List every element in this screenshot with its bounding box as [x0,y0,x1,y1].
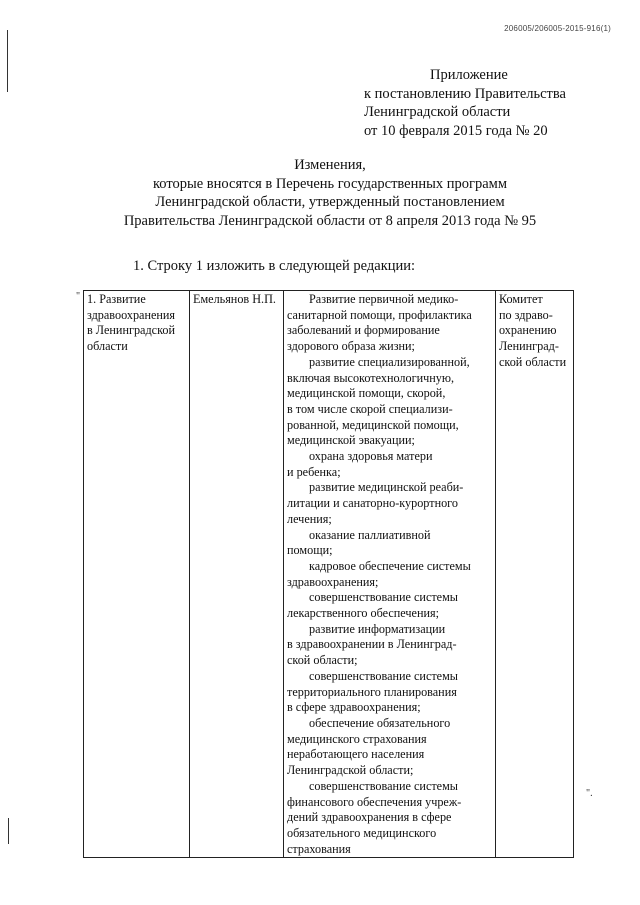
subprogram-line: в том числе скорой специализи- [287,401,453,416]
subprogram-line: совершенствование системы [309,590,458,605]
subprogram-line: обеспечение обязательного [309,715,451,730]
subprogram-line: развитие медицинской реаби- [309,480,464,495]
subprogram-line: здорового образа жизни; [287,339,415,354]
subprogram-line: лекарственного обеспечения; [287,606,439,621]
subprogram-line: включая высокотехнологичную, [287,370,454,385]
program-table [83,290,574,858]
program-name-line: 1. Развитие [87,292,146,306]
program-name-line: области [87,339,128,354]
subprogram-line: развитие информатизации [309,621,446,636]
appendix-line: от 10 февраля 2015 года № 20 [364,122,548,139]
instruction-text: 1. Строку 1 изложить в следующей редакции: [133,258,416,274]
heading-line: Правительства Ленинградской области от 8 апреля 2013 года № 95 [123,212,537,229]
subprogram-line: совершенствование системы [309,778,458,793]
executor-line: по здраво- [499,307,553,322]
subprogram-line: дений здравоохранения в сфере [287,810,452,825]
subprogram-line: Ленинградской области; [287,763,414,778]
appendix-line: Ленинградской области [364,104,511,120]
scan-edge-mark-top [7,30,8,92]
subprogram-line: развитие специализированной, [309,354,470,369]
subprogram-line: территориального планирования [287,684,457,699]
responsible-person: Емельянов Н.П. [193,292,276,306]
subprogram-line: финансового обеспечения учреж- [287,794,462,809]
subprogram-line: заболеваний и формирование [287,323,440,338]
subprogram-line: медицинского страхования [287,731,427,746]
subprogram-line: санитарной помощи, профилактика [287,307,472,322]
heading-line: Ленинградской области, утвержденный постановлением [155,194,505,211]
subprogram-line: страхования [287,841,351,856]
subprogram-line: кадровое обеспечение системы [309,558,471,573]
document-reference-number: 206005/206005-2015-916(1) [504,24,611,33]
executor-line: Комитет [499,292,543,306]
subprogram-line: охрана здоровья матери [309,449,433,464]
subprogram-line: помощи; [287,543,333,558]
subprogram-line: ской области; [287,653,358,668]
subprogram-line: совершенствование системы [309,668,458,683]
document-heading [70,156,590,230]
subprogram-line: рованной, медицинской помощи, [287,417,459,432]
subprogram-line: в здравоохранении в Ленинград- [287,637,457,652]
executor-line: охранению [499,323,557,338]
subprograms-cell [284,291,496,858]
subprogram-line: литации и санаторно-курортного [287,496,458,511]
opening-quote: " [76,291,81,302]
subprogram-line: медицинской эвакуации; [287,433,415,448]
program-name-cell [84,291,190,858]
heading-line: которые вносятся в Перечень государственных программ [152,175,507,192]
subprogram-line: неработающего населения [287,747,425,762]
subprogram-line: и ребенка; [287,464,341,479]
table-row [84,291,574,858]
executor-line: ской области [499,354,567,369]
subprogram-line: оказание паллиативной [309,527,431,542]
subprogram-line: здравоохранения; [287,574,379,589]
scan-edge-mark-bottom [8,818,9,844]
appendix-block [364,66,634,140]
executor-cell [496,291,574,858]
subprogram-line: в сфере здравоохранения; [287,700,421,715]
subprogram-line: медицинской помощи, скорой, [287,386,446,401]
program-name-line: в Ленинградской [87,323,175,338]
responsible-cell [190,291,284,858]
closing-quote: ". [586,788,593,799]
subprogram-line: Развитие первичной медико- [309,292,459,306]
executor-line: Ленинград- [499,339,559,354]
subprogram-line: лечения; [287,511,332,526]
program-name-line: здравоохранения [87,307,176,322]
appendix-title: Приложение [430,67,508,83]
heading-line: Изменения, [294,157,366,173]
appendix-line: к постановлению Правительства [364,85,566,102]
subprogram-line: обязательного медицинского [287,825,437,840]
